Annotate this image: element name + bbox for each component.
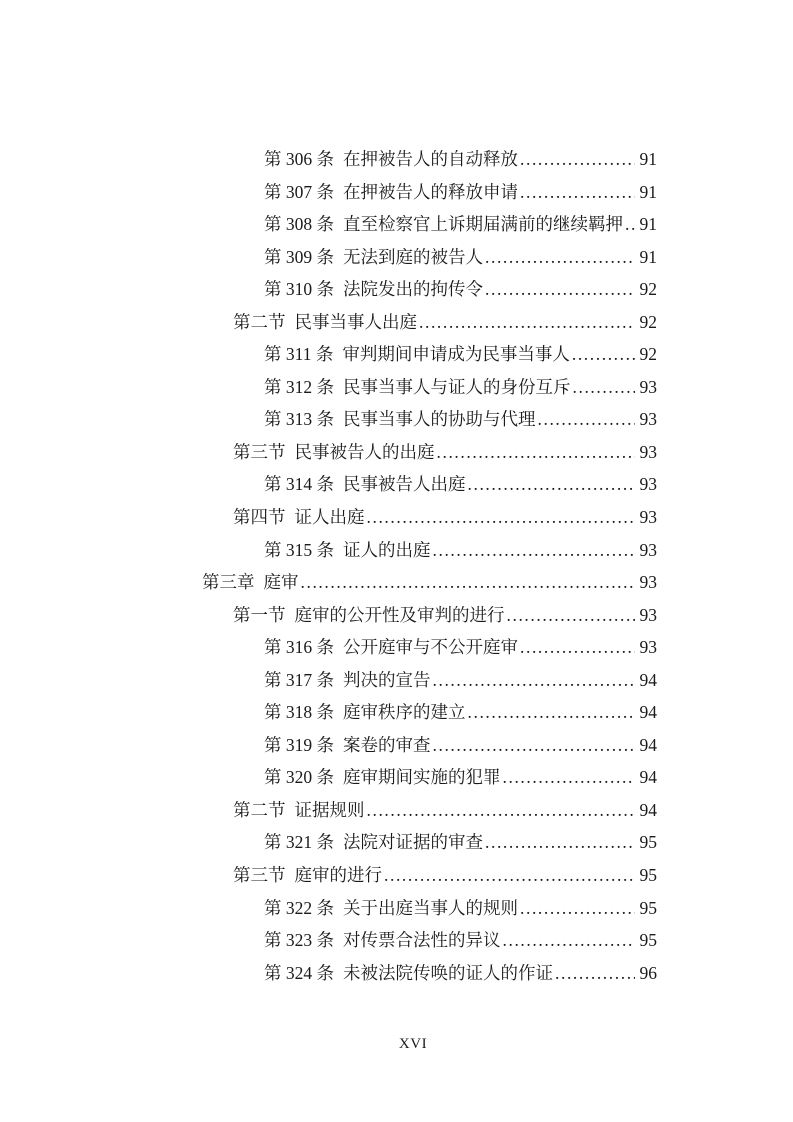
toc-entry-label: 第三章 xyxy=(202,572,255,593)
toc-entry xyxy=(202,696,657,729)
toc-dot-leader xyxy=(367,794,635,827)
toc-entry-title: 民事被告人出庭 xyxy=(343,474,466,495)
toc-entry xyxy=(202,826,657,859)
toc-entry-title: 关于出庭当事人的规则 xyxy=(343,897,518,918)
toc-entry-title: 民事当事人与证人的身份互斥 xyxy=(343,376,571,397)
toc-entry-page-number: 94 xyxy=(639,799,657,820)
toc-dot-leader xyxy=(485,273,635,306)
toc-entry-label: 第 317 条 xyxy=(264,669,334,690)
toc-entry-page-number: 93 xyxy=(639,637,657,658)
toc-entry-page-number: 93 xyxy=(639,572,657,593)
toc-entry-title: 民事当事人的协助与代理 xyxy=(343,409,536,430)
toc-entry-label: 第三节 xyxy=(233,865,286,886)
toc-dot-leader xyxy=(468,468,635,501)
toc-entry-label: 第 318 条 xyxy=(264,702,334,723)
toc-entry-label: 第 322 条 xyxy=(264,897,334,918)
toc-entry-title: 庭审秩序的建立 xyxy=(343,702,466,723)
toc-entry-title: 公开庭审与不公开庭审 xyxy=(343,637,518,658)
toc-entry-label: 第 314 条 xyxy=(264,474,334,495)
toc-dot-leader xyxy=(520,892,635,925)
toc-entry-label: 第 309 条 xyxy=(264,246,334,267)
toc-entry-title: 法院对证据的审查 xyxy=(343,832,483,853)
toc-entry-page-number: 91 xyxy=(639,149,657,169)
toc-entry-title: 判决的宣告 xyxy=(343,669,431,690)
toc-dot-leader xyxy=(520,631,635,664)
toc-entry-page-number: 95 xyxy=(639,832,657,853)
toc-entry-title: 法院发出的拘传令 xyxy=(343,279,483,300)
toc-dot-leader xyxy=(625,208,635,241)
toc-entry xyxy=(202,468,657,501)
toc-entry-page-number: 92 xyxy=(639,344,657,365)
toc-entry-label: 第三节 xyxy=(233,441,286,462)
toc-dot-leader xyxy=(520,176,635,209)
toc-entry-title: 民事被告人的出庭 xyxy=(294,441,435,462)
toc-entry-page-number: 91 xyxy=(639,214,657,235)
toc-entry-title: 庭审 xyxy=(263,572,299,593)
toc-entry-page-number: 95 xyxy=(639,865,657,886)
toc-entry-label: 第二节 xyxy=(233,799,286,820)
toc-entry-page-number: 93 xyxy=(639,507,657,528)
toc-entry-label: 第 316 条 xyxy=(264,637,334,658)
toc-entry-page-number: 94 xyxy=(639,734,657,755)
toc-dot-leader xyxy=(503,761,635,794)
toc-entry xyxy=(202,631,657,664)
toc-entry-label: 第 308 条 xyxy=(264,214,334,235)
toc-dot-leader xyxy=(538,403,635,436)
toc-entry-page-number: 94 xyxy=(639,669,657,690)
toc-entry-title: 证人的出庭 xyxy=(343,539,431,560)
toc-entry-label: 第 313 条 xyxy=(264,409,334,430)
toc-entry-title: 庭审的公开性及审判的进行 xyxy=(294,604,505,625)
toc-entry-label: 第 307 条 xyxy=(264,181,334,202)
toc-entry-page-number: 91 xyxy=(639,181,657,202)
toc-dot-leader xyxy=(520,143,635,176)
toc-dot-leader xyxy=(367,501,635,534)
toc-entry xyxy=(202,403,657,436)
toc-entry xyxy=(202,761,657,794)
toc-entry xyxy=(202,273,657,306)
toc-dot-leader xyxy=(433,534,635,567)
toc-entry-label: 第 319 条 xyxy=(264,734,334,755)
toc-dot-leader xyxy=(468,696,635,729)
toc-entry-label: 第 323 条 xyxy=(264,930,334,951)
toc-entry-page-number: 94 xyxy=(639,767,657,788)
toc-entry-label: 第 306 条 xyxy=(264,149,334,169)
table-of-contents xyxy=(202,143,657,989)
toc-dot-leader xyxy=(573,371,635,404)
toc-entry-page-number: 95 xyxy=(639,930,657,951)
toc-entry xyxy=(202,892,657,925)
toc-entry xyxy=(202,599,657,632)
toc-entry-title: 未被法院传唤的证人的作证 xyxy=(343,962,553,983)
toc-entry xyxy=(202,208,657,241)
toc-entry xyxy=(202,501,657,534)
page-number-footer: XVI xyxy=(398,1036,428,1052)
toc-entry xyxy=(202,534,657,567)
toc-entry-label: 第一节 xyxy=(233,604,286,625)
toc-entry-label: 第二节 xyxy=(233,311,286,332)
toc-entry-title: 审判期间申请成为民事当事人 xyxy=(342,344,570,365)
toc-entry xyxy=(202,566,657,599)
toc-entry-title: 无法到庭的被告人 xyxy=(343,246,483,267)
toc-entry-page-number: 91 xyxy=(639,246,657,267)
toc-dot-leader xyxy=(437,436,635,469)
toc-entry-title: 在押被告人的自动释放 xyxy=(343,149,518,169)
toc-entry-label: 第 315 条 xyxy=(264,539,334,560)
toc-entry-title: 证据规则 xyxy=(294,799,365,820)
toc-entry-label: 第 312 条 xyxy=(264,376,334,397)
toc-entry xyxy=(202,306,657,339)
toc-dot-leader xyxy=(503,924,635,957)
toc-entry xyxy=(202,143,657,176)
toc-entry-label: 第 311 条 xyxy=(264,344,334,365)
toc-entry-page-number: 93 xyxy=(639,409,657,430)
toc-entry xyxy=(202,729,657,762)
toc-dot-leader xyxy=(301,566,635,599)
toc-entry xyxy=(202,957,657,990)
toc-entry-label: 第 310 条 xyxy=(264,279,334,300)
toc-entry-title: 民事当事人出庭 xyxy=(294,311,417,332)
toc-entry xyxy=(202,436,657,469)
toc-entry-title: 直至检察官上诉期届满前的继续羁押 xyxy=(343,214,623,235)
toc-entry-page-number: 93 xyxy=(639,474,657,495)
toc-entry xyxy=(202,371,657,404)
toc-entry-title: 庭审的进行 xyxy=(294,865,382,886)
toc-entry xyxy=(202,176,657,209)
toc-entry-page-number: 93 xyxy=(639,376,657,397)
toc-dot-leader xyxy=(572,338,635,371)
toc-entry-page-number: 93 xyxy=(639,604,657,625)
toc-entry-page-number: 94 xyxy=(639,702,657,723)
toc-entry-title: 在押被告人的释放申请 xyxy=(343,181,518,202)
toc-entry-title: 证人出庭 xyxy=(294,507,365,528)
toc-entry-title: 庭审期间实施的犯罪 xyxy=(343,767,501,788)
toc-entry xyxy=(202,924,657,957)
toc-entry-page-number: 95 xyxy=(639,897,657,918)
toc-entry-page-number: 92 xyxy=(639,279,657,300)
toc-entry-page-number: 96 xyxy=(639,962,657,983)
toc-dot-leader xyxy=(433,664,635,697)
toc-entry xyxy=(202,859,657,892)
toc-entry xyxy=(202,794,657,827)
toc-entry-label: 第 324 条 xyxy=(264,962,334,983)
toc-entry xyxy=(202,338,657,371)
toc-dot-leader xyxy=(419,306,635,339)
toc-dot-leader xyxy=(507,599,635,632)
toc-dot-leader xyxy=(384,859,635,892)
toc-entry xyxy=(202,241,657,274)
toc-dot-leader xyxy=(485,826,635,859)
toc-entry-label: 第 320 条 xyxy=(264,767,334,788)
toc-entry-label: 第 321 条 xyxy=(264,832,334,853)
toc-entry-page-number: 93 xyxy=(639,539,657,560)
toc-entry-title: 案卷的审查 xyxy=(343,734,431,755)
toc-entry-page-number: 93 xyxy=(639,441,657,462)
toc-entry xyxy=(202,664,657,697)
toc-dot-leader xyxy=(433,729,635,762)
toc-dot-leader xyxy=(485,241,635,274)
toc-entry-title: 对传票合法性的异议 xyxy=(343,930,501,951)
toc-entry-label: 第四节 xyxy=(233,507,286,528)
toc-entry-page-number: 92 xyxy=(639,311,657,332)
toc-dot-leader xyxy=(555,957,635,990)
